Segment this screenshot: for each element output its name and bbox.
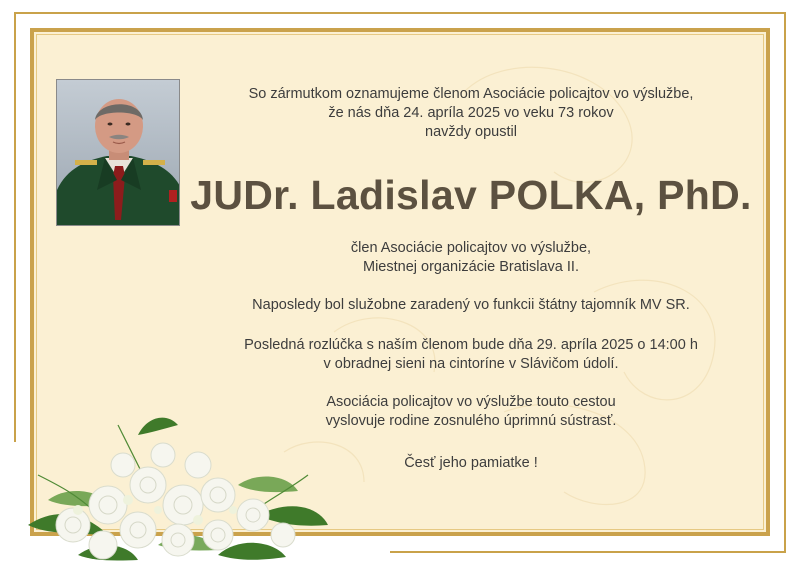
farewell-line-2: v obradnej sieni na cintoríne v Slávičom údolí. bbox=[323, 356, 619, 372]
announcement-line-2: že nás dňa 24. apríla 2025 vo veku 73 rokov bbox=[328, 105, 614, 121]
last-position-text bbox=[196, 296, 746, 315]
outer-frame-right bbox=[784, 12, 786, 552]
portrait-photo bbox=[56, 79, 180, 226]
farewell-line-1: Posledná rozlúčka s naším členom bude dňa 29. apríla 2025 o 14:00 h bbox=[244, 337, 698, 353]
announcement-text bbox=[196, 85, 746, 142]
membership-line-1: člen Asociácie policajtov vo výslužbe, bbox=[350, 240, 592, 256]
membership-text bbox=[196, 239, 746, 277]
outer-frame-left bbox=[14, 12, 16, 442]
man-in-uniform-icon bbox=[57, 80, 180, 226]
announcement-line-1: So zármutkom oznamujeme členom Asociácie policajtov vo výslužbe, bbox=[248, 86, 694, 102]
outer-frame-bottom bbox=[390, 551, 786, 553]
farewell-text bbox=[196, 336, 746, 374]
condolence-line-1: Asociácia policajtov vo výslužbe touto cestou bbox=[326, 394, 616, 410]
deceased-name: JUDr. Ladislav POLKA, PhD. bbox=[190, 172, 752, 218]
last-position-line-1: Naposledy bol služobne zaradený vo funkcii štátny tajomník MV SR. bbox=[252, 297, 690, 313]
announcement-line-3: navždy opustil bbox=[425, 124, 517, 140]
white-rose-bouquet-icon bbox=[18, 405, 338, 565]
outer-frame-top bbox=[14, 12, 786, 14]
closing-line-1: Česť jeho pamiatke ! bbox=[404, 455, 538, 471]
membership-line-2: Miestnej organizácie Bratislava II. bbox=[363, 259, 579, 275]
condolence-line-2: vyslovuje rodine zosnulého úprimnú sústrasť. bbox=[325, 413, 617, 429]
